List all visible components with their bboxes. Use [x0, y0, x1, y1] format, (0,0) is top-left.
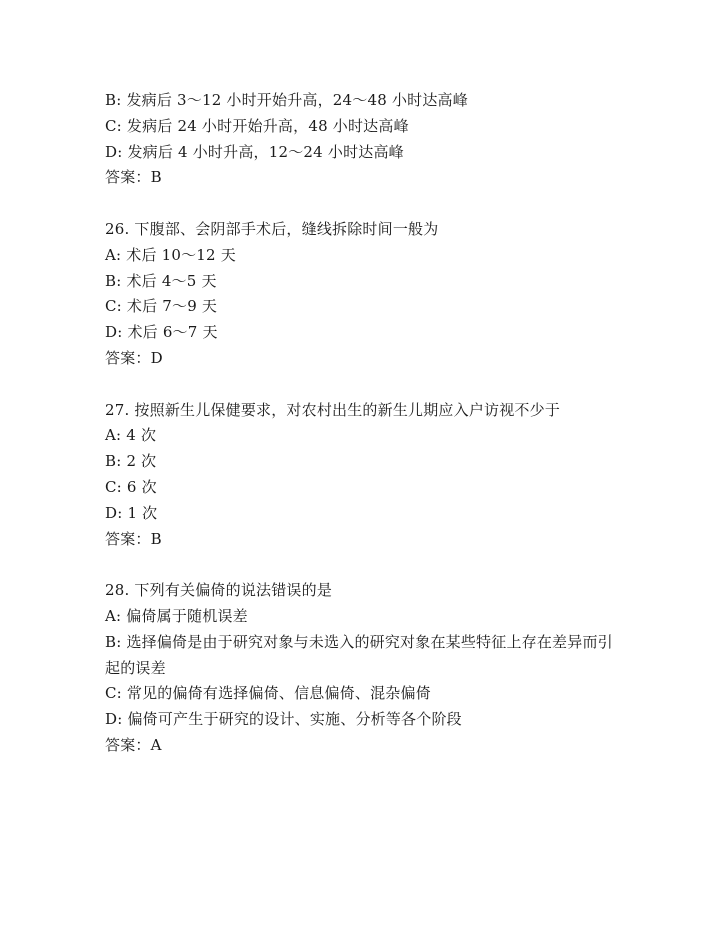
- option-d: D: 1 次: [105, 503, 158, 522]
- question-block-28: [105, 578, 625, 759]
- option-c: C: 发病后 24 小时开始升高，48 小时达高峰: [105, 116, 409, 135]
- answer: 答案：B: [105, 168, 162, 187]
- answer: 答案：A: [105, 735, 162, 754]
- question-block-26: [105, 217, 625, 372]
- option-a: A: 偏倚属于随机误差: [105, 606, 248, 625]
- question-text: 27. 按照新生儿保健要求，对农村出生的新生儿期应入户访视不少于: [105, 400, 561, 419]
- option-d: D: 术后 6～7 天: [105, 323, 218, 342]
- option-c: C: 6 次: [105, 477, 157, 496]
- option-a: A: 术后 10～12 天: [105, 245, 236, 264]
- question-block-27: [105, 398, 625, 553]
- option-b: B: 发病后 3～12 小时开始升高，24～48 小时达高峰: [105, 91, 468, 109]
- option-d: D: 发病后 4 小时升高，12～24 小时达高峰: [105, 142, 404, 161]
- option-c: C: 术后 7～9 天: [105, 297, 218, 316]
- question-block-25: [105, 88, 625, 191]
- question-text: 28. 下列有关偏倚的说法错误的是: [105, 581, 333, 600]
- option-d: D: 偏倚可产生于研究的设计、实施、分析等各个阶段: [105, 710, 462, 729]
- option-b: B: 术后 4～5 天: [105, 271, 217, 290]
- option-b: B: 选择偏倚是由于研究对象与未选入的研究对象在某些特征上存在差异而引起的误差: [105, 632, 613, 677]
- option-c: C: 常见的偏倚有选择偏倚、信息偏倚、混杂偏倚: [105, 684, 431, 703]
- option-a: A: 4 次: [105, 426, 157, 445]
- exam-page: [105, 88, 625, 759]
- option-b: B: 2 次: [105, 452, 157, 471]
- question-text: 26. 下腹部、会阴部手术后，缝线拆除时间一般为: [105, 219, 439, 238]
- answer: 答案：D: [105, 348, 163, 367]
- answer: 答案：B: [105, 529, 162, 548]
- spacer: [105, 191, 625, 217]
- spacer: [105, 372, 625, 398]
- spacer: [105, 552, 625, 578]
